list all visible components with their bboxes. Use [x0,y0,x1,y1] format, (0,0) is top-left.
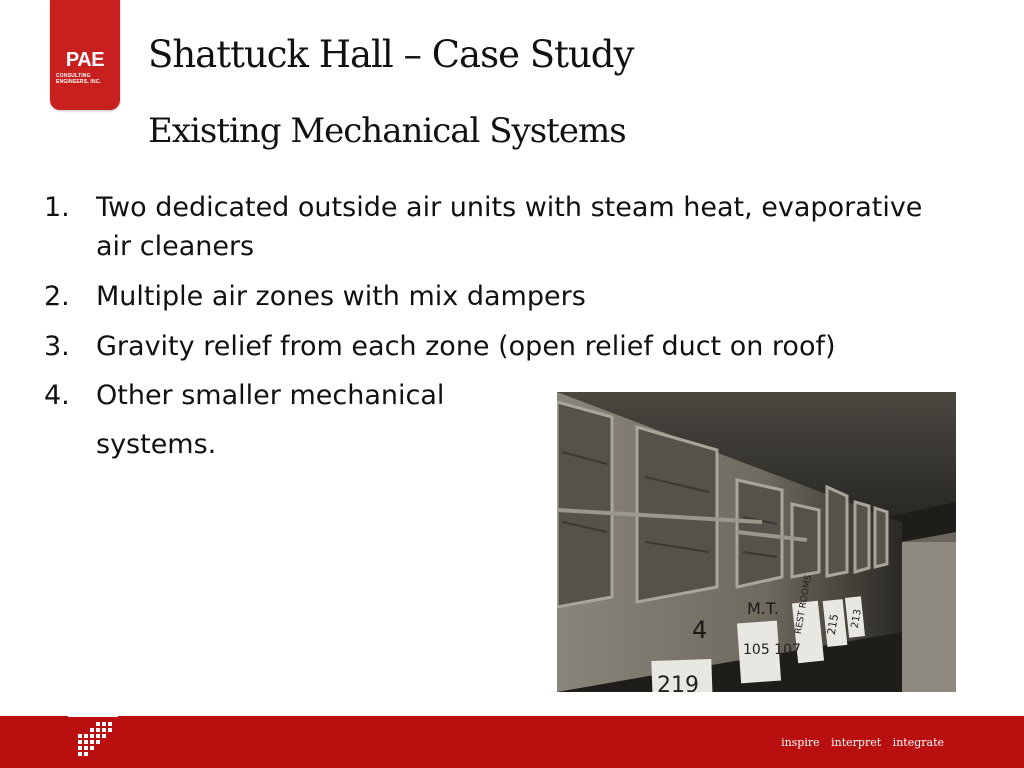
list-item [44,188,964,266]
slide-title: Shattuck Hall – Case Study [148,33,634,76]
item-text: Gravity relief from each zone (open relief duct on roof) [96,331,836,362]
duct-photo [557,392,956,692]
photo-label: 105 107 [743,642,801,658]
footer-tagline [781,736,944,749]
tagline-word: interpret [831,736,882,749]
logo-sub-line2: ENGINEERS, INC. [56,79,102,85]
item-text: Two dedicated outside air units with steam heat, evaporative air cleaners [96,192,923,262]
grid-logo-icon [74,720,112,758]
logo-mark: PAE [65,49,105,71]
item-number: 1. [44,192,70,223]
photo-label: 219 [657,673,699,692]
tagline-word: inspire [781,736,820,749]
duct-photo-image [557,392,956,692]
list-item [44,277,964,316]
photo-label: 215 [824,612,842,636]
photo-label: REST ROOMS [793,574,815,635]
footer-divider [68,716,118,717]
item-number: 4. [44,380,70,411]
photo-label: 4 [692,616,708,644]
logo-sub-line1: CONSULTING [56,73,91,79]
logo-subtitle [56,73,116,85]
item-text: Multiple air zones with mix dampers [96,281,586,312]
pae-logo [50,0,120,110]
item-number: 2. [44,281,70,312]
photo-label: 213 [849,608,864,630]
item-number: 3. [44,331,70,362]
tagline-word: integrate [892,736,944,749]
slide-subtitle: Existing Mechanical Systems [148,111,626,151]
list-item [44,327,964,366]
item-text: Other smaller mechanical systems. [96,380,445,460]
photo-label: M.T. [747,599,779,618]
